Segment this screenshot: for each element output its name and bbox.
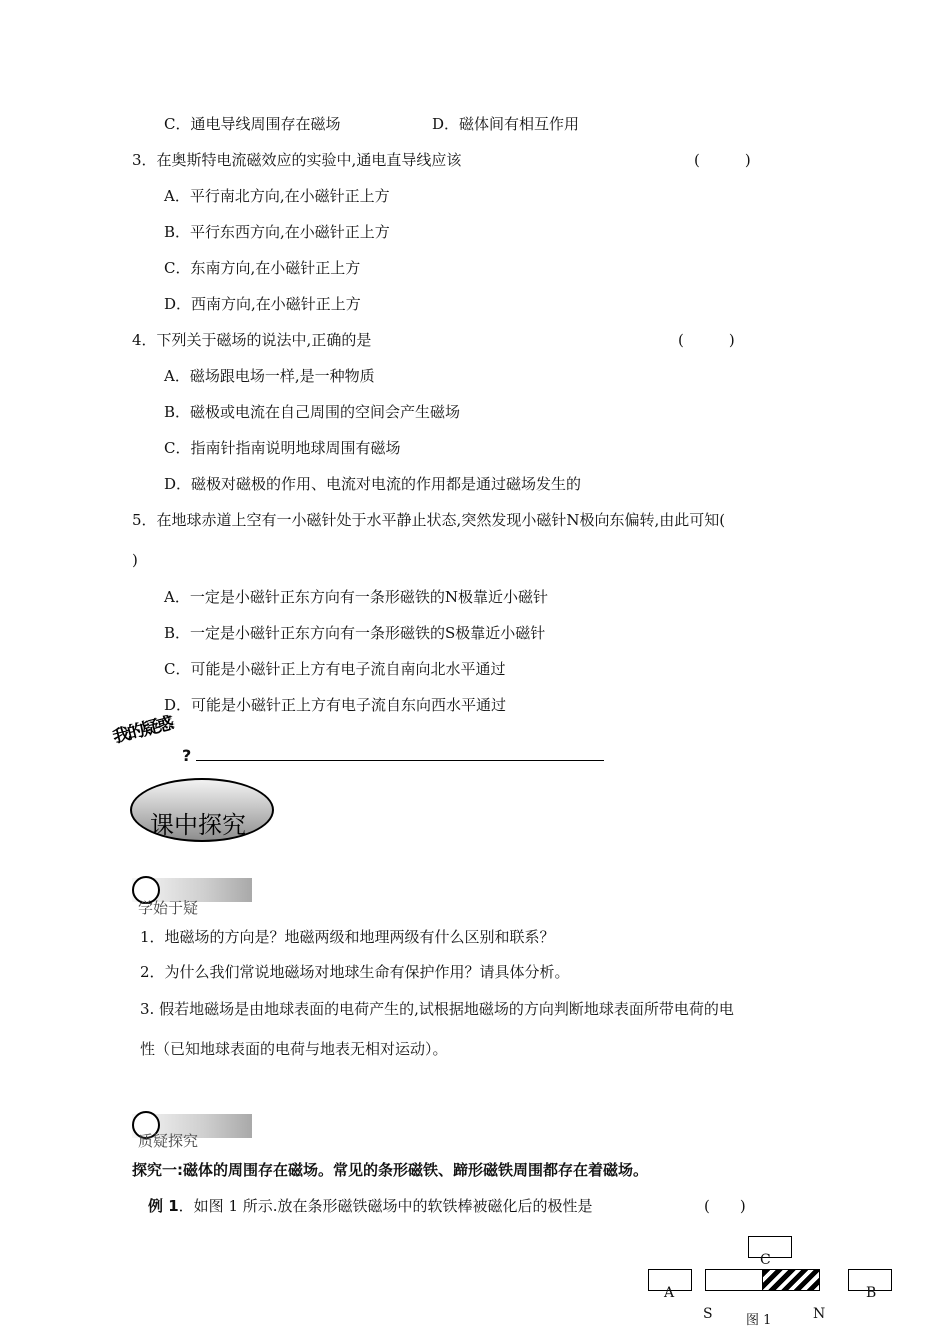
q3-option-a: A．平行南北方向,在小磁针正上方 (164, 187, 390, 205)
example-1 (148, 1196, 593, 1216)
q4-stem: 4．下列关于磁场的说法中,正确的是 (132, 331, 372, 349)
section1-item-3: 3. 假若地磁场是由地球表面的电荷产生的,试根据地磁场的方向判断地球表面所带电荷的电 (140, 1000, 734, 1018)
example-1-text: ．如图 1 所示.放在条形磁铁磁场中的软铁棒被磁化后的极性是 (178, 1197, 593, 1215)
q4-answer-paren: ( ) (678, 331, 735, 349)
my-doubts-wordart: 我的疑惑 (110, 713, 174, 748)
q4-option-c: C．指南针指南说明地球周围有磁场 (164, 439, 401, 457)
section1-item-1: 1．地磁场的方向是？地磁两级和地理两级有什么区别和联系？ (140, 928, 555, 946)
magnet-n-half (762, 1269, 820, 1291)
q5-option-d: D．可能是小磁针正上方有电子流自东向西水平通过 (164, 696, 507, 714)
q5-stem-continued: ) (132, 551, 138, 569)
q5-option-b: B．一定是小磁针正东方向有一条形磁铁的S极靠近小磁针 (164, 624, 546, 642)
section1-item-3-continued: 性（已知地球表面的电荷与地表无相对运动）。 (140, 1040, 448, 1058)
q2-option-d: D．磁体间有相互作用 (432, 115, 580, 133)
q5-option-c: C．可能是小磁针正上方有电子流自南向北水平通过 (164, 660, 506, 678)
q4-option-b: B．磁极或电流在自己周围的空间会产生磁场 (164, 403, 461, 421)
doubt-answer-line (196, 760, 604, 761)
figure-caption: 图 1 (746, 1313, 772, 1328)
figure-label-a: A (664, 1285, 675, 1301)
q4-option-a: A．磁场跟电场一样,是一种物质 (164, 367, 375, 385)
figure-label-s: S (703, 1306, 713, 1322)
explore-one-heading: 探究一:磁体的周围存在磁场。常见的条形磁铁、蹄形磁铁周围都存在着磁场。 (132, 1161, 649, 1179)
example-1-label: 例 1 (148, 1197, 179, 1215)
q3-option-c: C．东南方向,在小磁针正上方 (164, 259, 361, 277)
section1-item-2: 2．为什么我们常说地磁场对地球生命有保护作用？请具体分析。 (140, 963, 570, 981)
q3-stem: 3．在奥斯特电流磁效应的实验中,通电直导线应该 (132, 151, 462, 169)
figure-label-b: B (866, 1285, 877, 1301)
q3-option-b: B．平行东西方向,在小磁针正上方 (164, 223, 390, 241)
q4-option-d: D．磁极对磁极的作用、电流对电流的作用都是通过磁场发生的 (164, 475, 582, 493)
section2-banner-title: 质疑探究 (138, 1132, 199, 1150)
figure-label-c: C (760, 1252, 771, 1268)
section1-banner-title: 学始于疑 (138, 899, 199, 917)
example-1-answer-paren: ( ) (704, 1197, 746, 1215)
figure-label-n: N (813, 1306, 826, 1322)
q2-option-c: C．通电导线周围存在磁场 (164, 115, 341, 133)
q5-stem: 5．在地球赤道上空有一小磁针处于水平静止状态,突然发现小磁针N极向东偏转,由此可知( (132, 511, 726, 529)
q3-option-d: D．西南方向,在小磁针正上方 (164, 295, 361, 313)
question-mark-icon: ? (182, 746, 192, 765)
section-title: 课中探究 (150, 811, 246, 839)
magnet-s-half (705, 1269, 763, 1291)
q5-option-a: A．一定是小磁针正东方向有一条形磁铁的N极靠近小磁针 (164, 588, 548, 606)
q3-answer-paren: ( ) (694, 151, 751, 169)
